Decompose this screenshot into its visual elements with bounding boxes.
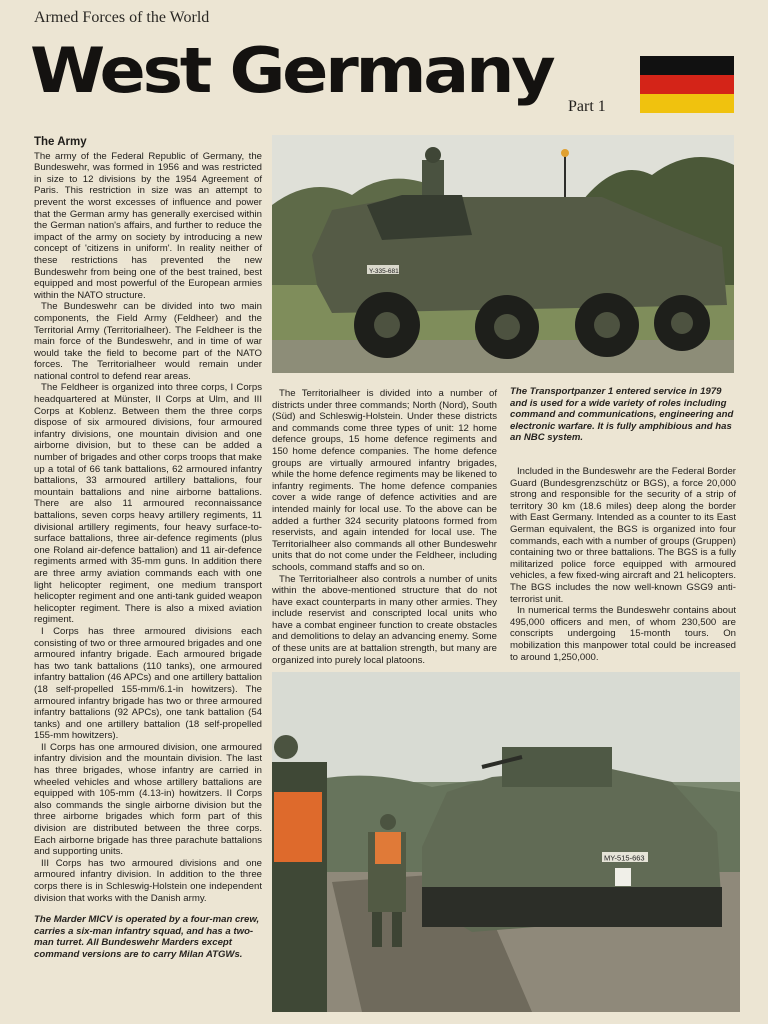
col1-paragraph: III Corps has two armoured divisions and one armoured infantry division. In addition to the three corps there is in Schleswig-Holstein one independent division that works with the Danish army. [34,857,262,904]
license-plate-marder: MY-515-663 [604,853,645,863]
col1-paragraph: The army of the Federal Republic of Germany, the Bundeswehr, was formed in 1956 and was restricted in size to 12 divisions by the 1954 Agreement of Paris. This restriction in size was an attempt to prevent the worst excesses of influence and power that the German army has generally exercised within the German nation's affairs, and further to reduce the impact of the army on society by introducing a new concept of 'citizens in uniform'. In reality neither of these restrictions has prevented the new Bundeswehr from being one of the best trained, best equipped and most powerful of the European armies within the NATO structure. [34,150,262,301]
license-plate-fuchs: Y-335-681 [369,268,399,275]
marder-photo [272,672,740,1012]
article-column-1 [34,137,262,904]
transportpanzer-photo [272,135,734,373]
page-title: West Germany [30,34,553,107]
caption-transportpanzer: The Transportpanzer 1 entered service in 1979 and is used for a wide variety of roles including command and communications, engineering and electronic warfare. It is fully amphibious and has an NBC system. [510,386,734,444]
col2-paragraph: The Territorialheer also controls a number of units within the above-mentioned structure that do not have exact counterparts in many other armies. They include reservist and conscripted local units who have a combat engineer function to create obstacles and demolitions to delay an advancing enemy. Some of these units are at battalion strength, but many are organized into purely local platoons. [272,573,497,666]
col2-paragraph: The Territorialheer is divided into a number of districts under three commands; North (Nord), South (Süd) and Schleswig-Holstein. Under these districts and commands come three types of unit: 12 home defence groups, 15 home defence regiments and 150 home defence companies. The home defence groups are virtually armoured infantry brigades, while the home defence regiments may be likened to infantry regiments. The home defence companies cover a wide range of defence activities and are intended mainly for local use. To the above can be added a further 324 security platoons formed from reservists, and again intended for local use. The Territorialheer also commands all other Bundeswehr units that do not come under the Feldheer, including schools, command staffs and so on. [272,388,497,573]
col1-paragraph: I Corps has three armoured divisions each consisting of two or three armoured brigades and one armoured infantry brigade. Each armoured brigade has two tank battalions (110 tanks), one armoured infantry battalion (46 APCs) and one artillery battalion (18 self-propelled 155-mm/6.1-in howitzers). The armoured infantry brigade has two or three armoured infantry battalions (92 APCs), one tank battalion (54 tanks) and one artillery battalion (18 self-propelled 155-mm howitzers). [34,625,262,742]
west-germany-flag [640,56,734,113]
col1-paragraph: The Bundeswehr can be divided into two main components, the Field Army (Feldheer) and the Territorial Army (Territorialheer). The Feldheer is the main force of the Bundeswehr, and in time of war would take the field to become part of the NATO forces. The Territorialheer would remain under national control to defend rear areas. [34,301,262,382]
flag-stripe-gold [640,94,734,113]
col3-paragraph: Included in the Bundeswehr are the Federal Border Guard (Bundesgrenzschütz or BGS), a force 20,000 strong and responsible for the security of a strip of territory 30 km (18.6 miles) deep along the border with East Germany. Intended as a counter to its East German equivalent, the BGS is organized into four commands, each with a number of groups (Gruppen) containing two or three battalions. The BGS is a fully militarized police force equipped with armoured vehicles, a few fixed-wing aircraft and 21 helicopters. The BGS includes the now well-known GSG9 anti-terrorist unit. [510,466,736,605]
caption-marder: The Marder MICV is operated by a four-man crew, carries a six-man infantry squad, and has a two-man turret. All Bundeswehr Marders except command versions are to carry Milan ATGWs. [34,914,260,960]
col1-paragraph: II Corps has one armoured division, one armoured infantry division and the mountain division. The last has three brigades, whose infantry are carried in wheeled vehicles and whose artillery battalions are equipped with 105-mm (4.13-in) howitzers. II Corps also commands the single airborne division but the three airborne brigades which form part of this division are distributed between the three corps. Each airborne brigade has three parachute battalions and supporting units. [34,741,262,858]
flag-stripe-black [640,56,734,75]
col1-paragraph: The Feldheer is organized into three corps, I Corps headquartered at Münster, II Corps at Ulm, and III Corps at Koblenz. Between them the three corps dispose of six armoured divisions, four armoured infantry divisions, one mountain division and one airborne division, but to these can be added a number of brigades and other corps troops that make up a total of 66 tank battalions, 62 armoured infantry battalions, 33 armoured artillery battalions, four mountain battalions and nine airborne battalions. There are also 11 armoured reconnaissance battalions, seven corps heavy artillery regiments, 11 divisional artillery regiments, four heavy surface-to-surface battalions, three air-defence regiments (plus one Roland air-defence battalion) and 11 air-defence regiments armed with 35-mm guns. In addition there are three army aviation commands each with one light helicopter regiment, one medium transport helicopter regiment and one anti-tank guided weapon helicopter regiment. There is also a mixed aviation regiment. [34,382,262,626]
part-label: Part 1 [568,98,606,115]
col3-paragraph: In numerical terms the Bundeswehr contains about 495,000 officers and men, of whom 230,500 are conscripts undergoing 15-month tours. On mobilization this manpower total could be increased to around 1,250,000. [510,605,736,663]
article-column-2 [272,388,497,666]
section-heading: The Army [34,136,87,148]
article-column-3 [510,466,736,663]
flag-stripe-red [640,75,734,94]
series-title: Armed Forces of the World [34,9,210,26]
